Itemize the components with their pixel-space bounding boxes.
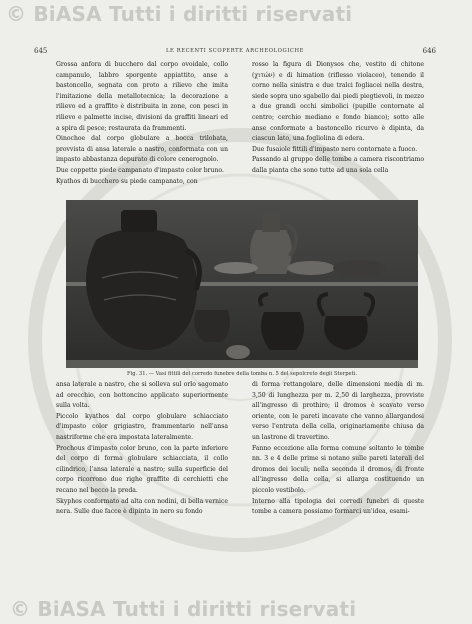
paragraph: rosso la figura di Dionysos che, vestito di chitone (χιτών) e di himation (riflesso violaceo), tenendo il corno nella sinistra e due tralci fogliacei nella destra, siede sopra uno sgabello dai piedi piegtievoli, in mezzo a due grandi occhi simbolici (pupille contornate al centro; cerchio mediano e fondo bianco); sotto alle anse conformate a bastoncello ricurvo è dipinta, da ciascun lato, una fogliolina di edera. (252, 61, 424, 143)
paragraph: Piccolo kyathos dal corpo globulare schiacciato d'impasto color grigiastro, frammentario nell'ansa nastriforme che era impostata lateralmente. (56, 412, 228, 441)
text-column-right-bottom (252, 380, 424, 518)
paragraph: Due fusaiole fittili d'impasto nero contornate a fuoco. (252, 145, 418, 153)
figure-photograph (66, 200, 418, 368)
running-head (34, 47, 436, 59)
text-column-left-top (56, 60, 228, 187)
paragraph: Passando al gruppo delle tombe a camera riscontriamo dalla pianta che sono tutte ad una sola cella (252, 156, 424, 174)
copyright-watermark-bottom: © BiASA Tutti i diritti riservati (10, 597, 357, 621)
paragraph: Kyathos di bucchero su piede campanato, con (56, 177, 198, 185)
paragraph: Oinochoe dal corpo globulare a bocca trilobata, provvista di ansa laterale a nastro, conformata con un impasto abbastanza depurato di colore cenerognolo. (56, 135, 228, 164)
paragraph: Fanno eccezione alla forma comune soltanto le tombe nn. 3 e 4 delle prime si notano sulle pareti laterali del dromos dei loculi; nella seconda il dromos, di fronte all'ingresso della cella, si allarga costituendo un piccolo vestibolo. (252, 444, 424, 494)
text-column-left-bottom (56, 380, 228, 518)
copyright-watermark-top: © BiASA Tutti i diritti riservati (6, 2, 353, 26)
vases-photograph (66, 200, 418, 368)
paragraph: Grossa anfora di bucchero dal corpo ovoidale, collo campanulo, labbro sporgente appiattito, anse a bastoncello, segnata con proto a rilievo che imita l'imitazione della metallotecnica; la decorazione a rilievo ed a graffito è distribuita in zone, con pesci in rilievo e palmette incise, divisioni da graffiti lineari ed a spira di pesce; restaurata da frammenti. (56, 61, 228, 132)
paragraph: di forma rettangolare, delle dimensioni media di m. 3,50 di lunghezza per m. 2,50 di larghezza, provviste all'ingresso di prothiro; il dromos è scavato verso oriente, con le pareti incavate che vanno allargandosi verso l'entrata della cella, originariamente chiusa da un lastrone di travertino. (252, 381, 424, 441)
paragraph: Due coppette piede campanato d'impasto color bruno. (56, 166, 224, 174)
paragraph: ansa laterale a nastro, che si solleva sul orlo sagomato ad orecchio, con bottoncino applicato superiormente sulla volta. (56, 381, 228, 410)
figure-caption: Fig. 31. — Vasi fittili del corredo funebre della tomba n. 5 del sepolcreto degli Sterpeti. (127, 371, 357, 377)
running-head-title: LE RECENTI SCOPERTE ARCHEOLOGICHE (166, 48, 304, 54)
page-number-right: 646 (422, 47, 436, 55)
paragraph: Interno alla tipologia dei corredi funebri di queste tombe a camera possiamo formarci un'idea, esami- (252, 497, 424, 516)
text-column-right-top (252, 60, 424, 177)
paragraph: Skyphos conformato ad alta con nodini, di bella vernice nera. Sulle due facce è dipinta in nero su fondo (56, 497, 228, 516)
paragraph: Prochous d'impasto color bruno, con la parte inferiore del corpo di forma globulare schiacciata, il collo cilindrico, l'ansa laterale a nastro; sulla superficie del corpo ricorrono due righe graffite di cerchietti che recano nel becco la preda. (56, 444, 228, 494)
page-number-left: 645 (34, 47, 48, 55)
